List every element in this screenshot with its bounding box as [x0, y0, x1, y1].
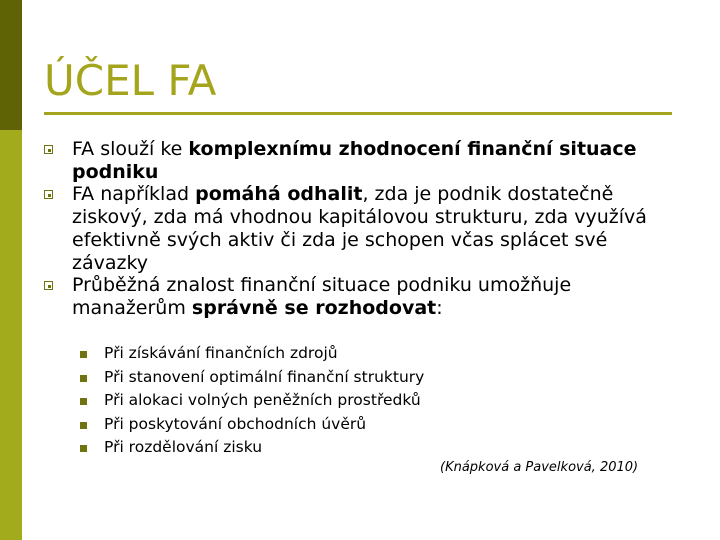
filled-square-bullet-icon: [80, 375, 87, 382]
main-bullet-list: [44, 138, 674, 320]
hollow-square-bullet-icon: [44, 145, 53, 154]
sidebar-accent-light: [0, 130, 22, 540]
hollow-square-bullet-icon: [44, 281, 53, 290]
filled-square-bullet-icon: [80, 422, 87, 429]
sub-item-text: Při rozdělování zisku: [104, 438, 263, 456]
filled-square-bullet-icon: [80, 445, 87, 452]
bullet-text-pre: Průběžná znalost finanční situace podniku umožňuje manažerům: [72, 274, 572, 319]
bullet-text-pre: FA například: [72, 183, 196, 206]
bullet-item-decision: [44, 274, 674, 319]
filled-square-bullet-icon: [80, 351, 87, 358]
slide-title: ÚČEL FA: [44, 56, 217, 105]
sub-item-text: Při alokaci volných peněžních prostředků: [104, 391, 421, 409]
filled-square-bullet-icon: [80, 398, 87, 405]
sub-item-text: Při poskytování obchodních úvěrů: [104, 414, 367, 433]
sidebar-accent-dark: [0, 0, 22, 130]
sub-list-item: [80, 389, 424, 413]
bullet-text-bold: pomáhá odhalit: [195, 183, 363, 206]
sub-item-text: Při stanovení optimální finanční struktury: [104, 367, 425, 386]
sub-bullet-list: [80, 342, 424, 460]
bullet-text-post: , zda je podnik dostatečně ziskový, zda má vhodnou kapitálovou strukturu, zda využívá efektivně svých aktiv či zda je schopen včas splácet své závazky: [72, 183, 647, 274]
sub-list-item: [80, 436, 424, 460]
sub-list-item: [80, 413, 424, 437]
bullet-text-bold: komplexnímu zhodnocení finanční situace podniku: [72, 138, 637, 183]
citation: (Knápková a Pavelková, 2010): [440, 460, 639, 475]
bullet-text-post: :: [436, 296, 443, 319]
sub-item-text: Při získávání finančních zdrojů: [104, 344, 338, 362]
bullet-text-pre: FA slouží ke: [72, 138, 189, 160]
title-underline: [44, 112, 672, 115]
sub-list-item: [80, 366, 424, 390]
sub-list-item: [80, 342, 424, 366]
bullet-item-detection: [44, 183, 674, 274]
bullet-item-purpose: [44, 138, 674, 183]
hollow-square-bullet-icon: [44, 190, 53, 199]
bullet-text-bold: správně se rozhodovat: [191, 296, 437, 319]
